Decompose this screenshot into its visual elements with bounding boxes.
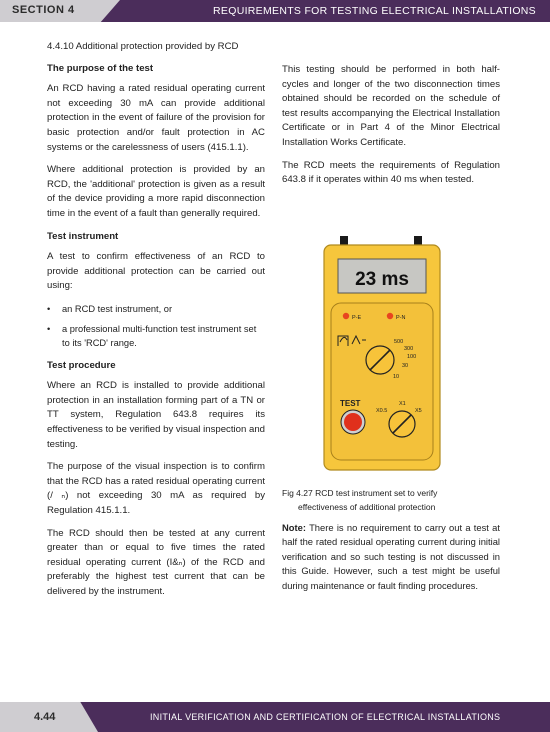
right-paragraph-2: The RCD meets the requirements of Regulation 643.8 if it operates within 40 ms when tested. — [282, 159, 500, 186]
led-pe-icon — [343, 313, 349, 319]
subsection-title: 4.4.10 Additional protection provided by RCD — [47, 41, 239, 52]
right-column — [282, 63, 500, 196]
test-button — [344, 413, 362, 431]
multiplier-label: X1 — [399, 401, 406, 407]
procedure-paragraph-1: Where an RCD is installed to provide additional protection in an installation forming part of a TN or TT system, Regulation 643.8 requires its effectiveness to be verified by visual inspection and testing. — [47, 380, 265, 450]
note-text: There is no requirement to carry out a test at half the rated residual operating current during initial verification and so such testing is not discussed in this Guide. However, such a test might be useful during maintenance or fault finding procedures. — [282, 522, 500, 591]
dial-value: 100 — [407, 354, 417, 360]
section-label: SECTION 4 — [12, 4, 75, 16]
purpose-paragraph-1: An RCD having a rated residual operating current not exceeding 30 mA can provide additional protection in the event of failure of the provision for basic protection and/or fault protection in AC systems or the carelessness of users (415.1.1). — [47, 83, 265, 153]
test-button-label: TEST — [340, 399, 361, 408]
rcd-test-instrument-illustration — [322, 236, 442, 472]
display-reading: 23 ms — [355, 269, 409, 290]
page-header — [0, 0, 550, 22]
list-item: • a professional multi-function test instrument set to its 'RCD' range. — [47, 322, 265, 351]
figure-caption — [282, 487, 497, 514]
multiplier-label: X0.5 — [376, 408, 388, 414]
page-number: 4.44 — [34, 711, 56, 723]
left-column — [47, 40, 265, 608]
led-pn-label: P-N — [396, 315, 406, 321]
header-title: REQUIREMENTS FOR TESTING ELECTRICAL INSTALLATIONS — [213, 5, 536, 17]
instrument-list — [47, 302, 265, 351]
caption-line: Fig 4.27 RCD test instrument set to verify — [282, 488, 438, 498]
page-footer — [0, 702, 550, 732]
purpose-heading: The purpose of the test — [47, 62, 154, 74]
procedure-paragraph-2: The purpose of the visual inspection is to confirm that the RCD has a rated residual operating current (/ ₙ) not exceeding 30 mA as required by Regulation 415.1.1. — [47, 461, 265, 517]
procedure-paragraph-3: The RCD should then be tested at any current greater than or equal to five times the rated residual operating current (I&ₙ) of the RCD and preferably the highest test current that can be delivered by the instrument. — [47, 527, 265, 597]
dial-value: 500 — [394, 339, 404, 345]
instrument-heading: Test instrument — [47, 230, 119, 242]
instrument-paragraph: A test to confirm effectiveness of an RCD to provide additional protection can be carried out using: — [47, 251, 265, 292]
multiplier-label: X5 — [415, 408, 422, 414]
caption-line: effectiveness of additional protection — [298, 501, 436, 512]
dial-value: 10 — [393, 374, 400, 380]
note-label: Note: — [282, 522, 306, 533]
control-panel — [331, 303, 433, 460]
dial-value: 30 — [402, 363, 409, 369]
right-paragraph-1: This testing should be performed in both half-cycles and longer of the two disconnection times obtained should be recorded on the schedule of test results accompanying the Electrical Installation Certificate or in Part 4 of the Minor Electrical Installation Works Certificate. — [282, 64, 500, 148]
led-pe-label: P-E — [352, 315, 362, 321]
procedure-heading: Test procedure — [47, 359, 116, 371]
list-item: • an RCD test instrument, or — [47, 302, 265, 317]
footer-title: INITIAL VERIFICATION AND CERTIFICATION OF ELECTRICAL INSTALLATIONS — [150, 712, 501, 722]
dial-value: 300 — [404, 346, 414, 352]
led-pn-icon — [387, 313, 393, 319]
purpose-paragraph-2: Where additional protection is provided by an RCD, the 'additional' protection is given as a result of the device providing a more rapid disconnection time in the event of a fault than generally required. — [47, 164, 265, 219]
note-paragraph — [282, 521, 500, 593]
